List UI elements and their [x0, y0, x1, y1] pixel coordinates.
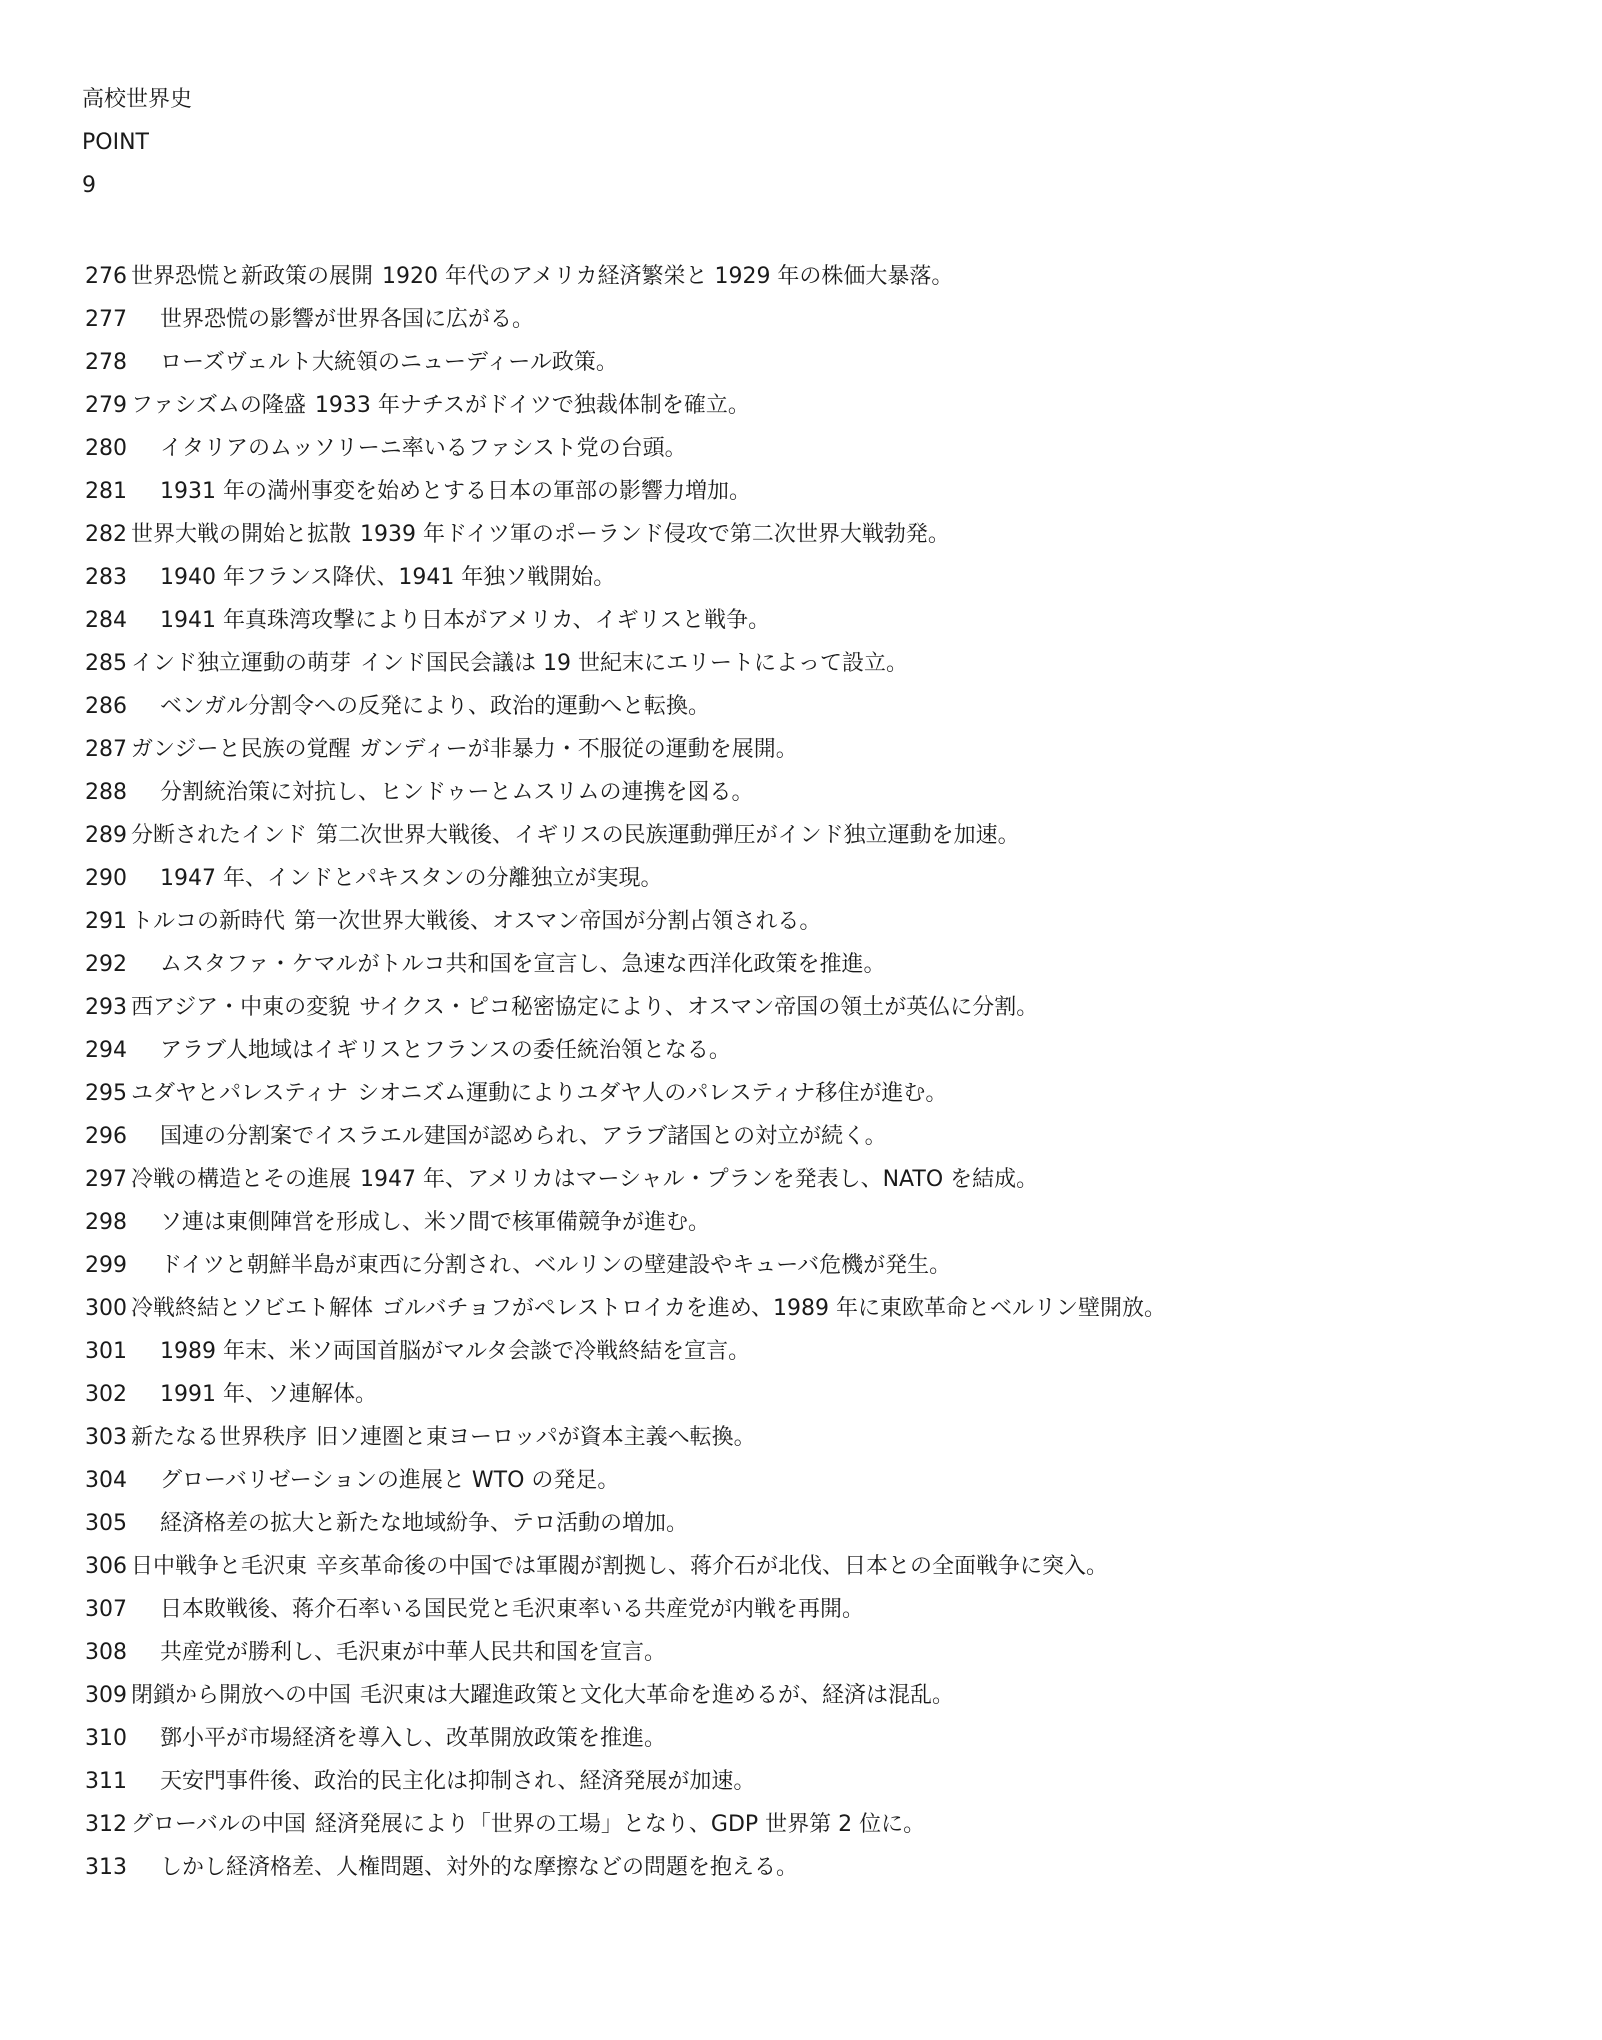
- entry-title: インド独立運動の萌芽: [131, 651, 352, 676]
- entry-title: グローバルの中国: [131, 1812, 306, 1837]
- entry-text: ドイツと朝鮮半島が東西に分割され、ベルリンの壁建設やキューバ危機が発生。: [160, 1253, 952, 1278]
- entry-number: 282: [85, 522, 127, 547]
- entry-text: 天安門事件後、政治的民主化は抑制され、経済発展が加速。: [160, 1769, 756, 1794]
- entry-number: 276: [85, 264, 127, 289]
- entry-number: 285: [85, 651, 127, 676]
- list-item: [85, 1158, 1562, 1201]
- entry-number: 299: [85, 1253, 127, 1278]
- entry-text: イタリアのムッソリーニ率いるファシスト党の台頭。: [160, 436, 687, 461]
- entry-number: 288: [85, 780, 127, 805]
- list-item: [85, 556, 1562, 599]
- list-item: [85, 1502, 1562, 1545]
- entry-number: 309: [85, 1683, 127, 1708]
- list-item: [85, 1674, 1562, 1717]
- entry-text: 経済格差の拡大と新たな地域紛争、テロ活動の増加。: [160, 1511, 689, 1536]
- entry-number: 300: [85, 1296, 127, 1321]
- entry-text: ベンガル分割令への反発により、政治的運動へと転換。: [160, 694, 711, 719]
- entry-title: 新たなる世界秩序: [131, 1425, 308, 1450]
- list-item: [85, 513, 1562, 556]
- list-item: [85, 1545, 1562, 1588]
- entry-text: シオニズム運動によりユダヤ人のパレスティナ移住が進む。: [357, 1081, 948, 1106]
- entry-number: 306: [85, 1554, 127, 1579]
- list-item: [85, 900, 1562, 943]
- list-item: [85, 943, 1562, 986]
- list-item: [85, 1330, 1562, 1373]
- entry-number: 277: [85, 307, 127, 332]
- point-number: 9: [82, 173, 96, 198]
- entry-text: 1920 年代のアメリカ経済繁栄と 1929 年の株価大暴落。: [382, 264, 954, 289]
- entry-text: 日本敗戦後、蒋介石率いる国民党と毛沢東率いる共産党が内戦を再開。: [160, 1597, 865, 1622]
- entry-title: 分断されたインド: [131, 823, 308, 848]
- entry-title: 日中戦争と毛沢東: [131, 1554, 308, 1579]
- entry-text: ゴルバチョフがペレストロイカを進め、1989 年に東欧革命とベルリン壁開放。: [382, 1296, 1166, 1321]
- entry-number: 291: [85, 909, 127, 934]
- entry-text: 世界恐慌の影響が世界各国に広がる。: [160, 307, 535, 332]
- entry-title: 西アジア・中東の変貌: [131, 995, 351, 1020]
- list-item: [85, 341, 1562, 384]
- entry-title: ガンジーと民族の覚醒: [131, 737, 351, 762]
- entry-number: 297: [85, 1167, 127, 1192]
- entry-title: ユダヤとパレスティナ: [131, 1081, 349, 1106]
- entry-number: 281: [85, 479, 127, 504]
- list-item: [85, 771, 1562, 814]
- entry-number: 312: [85, 1812, 127, 1837]
- entry-text: 分割統治策に対抗し、ヒンドゥーとムスリムの連携を図る。: [160, 780, 754, 805]
- entry-title: トルコの新時代: [131, 909, 286, 934]
- entry-title: 世界大戦の開始と拡散: [131, 522, 352, 547]
- list-item: [85, 1373, 1562, 1416]
- entry-number: 313: [85, 1855, 127, 1880]
- list-item: [85, 1717, 1562, 1760]
- entry-text: グローバリゼーションの進展と WTO の発足。: [160, 1468, 620, 1493]
- entry-text: 1991 年、ソ連解体。: [160, 1382, 377, 1407]
- entry-text: 旧ソ連圏と東ヨーロッパが資本主義へ転換。: [316, 1425, 756, 1450]
- entry-text: 1989 年末、米ソ両国首脳がマルタ会談で冷戦終結を宣言。: [160, 1339, 751, 1364]
- list-item: [85, 1588, 1562, 1631]
- entry-text: サイクス・ピコ秘密協定により、オスマン帝国の領土が英仏に分割。: [359, 995, 1039, 1020]
- entry-number: 298: [85, 1210, 127, 1235]
- entry-number: 308: [85, 1640, 127, 1665]
- entry-text: 共産党が勝利し、毛沢東が中華人民共和国を宣言。: [160, 1640, 667, 1665]
- entry-number: 294: [85, 1038, 127, 1063]
- entry-number: 278: [85, 350, 127, 375]
- entry-number: 307: [85, 1597, 127, 1622]
- entry-text: アラブ人地域はイギリスとフランスの委任統治領となる。: [160, 1038, 731, 1063]
- entry-text: 国連の分割案でイスラエル建国が認められ、アラブ諸国との対立が続く。: [160, 1124, 887, 1149]
- entry-number: 290: [85, 866, 127, 891]
- entry-number: 292: [85, 952, 127, 977]
- entry-text: 1931 年の満州事変を始めとする日本の軍部の影響力増加。: [160, 479, 751, 504]
- list-item: [85, 986, 1562, 1029]
- list-item: [85, 1244, 1562, 1287]
- list-item: [85, 255, 1562, 298]
- list-item: [85, 1029, 1562, 1072]
- list-item: [85, 298, 1562, 341]
- entry-number: 287: [85, 737, 127, 762]
- entry-text: 第二次世界大戦後、イギリスの民族運動弾圧がインド独立運動を加速。: [316, 823, 1020, 848]
- entry-text: ローズヴェルト大統領のニューディール政策。: [160, 350, 618, 375]
- list-item: [85, 1072, 1562, 1115]
- entry-number: 295: [85, 1081, 127, 1106]
- entry-number: 296: [85, 1124, 127, 1149]
- entry-text: 1941 年真珠湾攻撃により日本がアメリカ、イギリスと戦争。: [160, 608, 771, 633]
- entry-text: ソ連は東側陣営を形成し、米ソ間で核軍備競争が進む。: [160, 1210, 711, 1235]
- entry-number: 311: [85, 1769, 127, 1794]
- list-item: [85, 1803, 1562, 1846]
- entry-text: 第一次世界大戦後、オスマン帝国が分割占領される。: [294, 909, 822, 934]
- entry-title: 冷戦終結とソビエト解体: [131, 1296, 374, 1321]
- entry-number: 279: [85, 393, 127, 418]
- list-item: [85, 1760, 1562, 1803]
- entry-text: ムスタファ・ケマルがトルコ共和国を宣言し、急速な西洋化政策を推進。: [160, 952, 886, 977]
- entry-number: 301: [85, 1339, 127, 1364]
- list-item: [85, 685, 1562, 728]
- entry-number: 289: [85, 823, 127, 848]
- entry-title: 閉鎖から開放への中国: [131, 1683, 352, 1708]
- entry-title: 世界恐慌と新政策の展開: [131, 264, 374, 289]
- entry-text: しかし経済格差、人権問題、対外的な摩擦などの問題を抱える。: [160, 1855, 799, 1880]
- entry-text: 1933 年ナチスがドイツで独裁体制を確立。: [314, 393, 750, 418]
- entry-number: 283: [85, 565, 127, 590]
- entry-number: 302: [85, 1382, 127, 1407]
- entry-text: 1939 年ドイツ軍のポーランド侵攻で第二次世界大戦勃発。: [360, 522, 950, 547]
- list-item: [85, 1846, 1562, 1889]
- entry-title: 冷戦の構造とその進展: [131, 1167, 352, 1192]
- list-item: [85, 1459, 1562, 1502]
- entry-text: 辛亥革命後の中国では軍閥が割拠し、蒋介石が北伐、日本との全面戦争に突入。: [316, 1554, 1109, 1579]
- entry-text: 1940 年フランス降伏、1941 年独ソ戦開始。: [160, 565, 616, 590]
- list-item: [85, 857, 1562, 900]
- list-item: [85, 427, 1562, 470]
- entry-number: 280: [85, 436, 127, 461]
- entry-number: 305: [85, 1511, 127, 1536]
- list-item: [85, 1287, 1562, 1330]
- list-item: [85, 599, 1562, 642]
- entry-text: ガンディーが非暴力・不服従の運動を展開。: [359, 737, 798, 762]
- entry-number: 304: [85, 1468, 127, 1493]
- entry-number: 286: [85, 694, 127, 719]
- entry-number: 284: [85, 608, 127, 633]
- entry-title: ファシズムの隆盛: [131, 393, 306, 418]
- entry-list: [85, 255, 1562, 1889]
- entry-number: 303: [85, 1425, 127, 1450]
- list-item: [85, 814, 1562, 857]
- list-item: [85, 384, 1562, 427]
- list-item: [85, 1115, 1562, 1158]
- list-item: [85, 1201, 1562, 1244]
- entry-text: 経済発展により「世界の工場」となり、GDP 世界第 2 位に。: [314, 1812, 926, 1837]
- entry-number: 293: [85, 995, 127, 1020]
- list-item: [85, 728, 1562, 771]
- list-item: [85, 642, 1562, 685]
- point-label: POINT: [82, 130, 149, 155]
- entry-text: 1947 年、アメリカはマーシャル・プランを発表し、NATO を結成。: [360, 1167, 1039, 1192]
- list-item: [85, 1416, 1562, 1459]
- entry-text: 鄧小平が市場経済を導入し、改革開放政策を推進。: [160, 1726, 667, 1751]
- document-page: [82, 78, 1562, 1889]
- entry-number: 310: [85, 1726, 127, 1751]
- subject-heading: 高校世界史: [82, 87, 193, 112]
- entry-text: 1947 年、インドとパキスタンの分離独立が実現。: [160, 866, 663, 891]
- entry-text: インド国民会議は 19 世紀末にエリートによって設立。: [360, 651, 908, 676]
- list-item: [85, 1631, 1562, 1674]
- list-item: [85, 470, 1562, 513]
- entry-text: 毛沢東は大躍進政策と文化大革命を進めるが、経済は混乱。: [360, 1683, 955, 1708]
